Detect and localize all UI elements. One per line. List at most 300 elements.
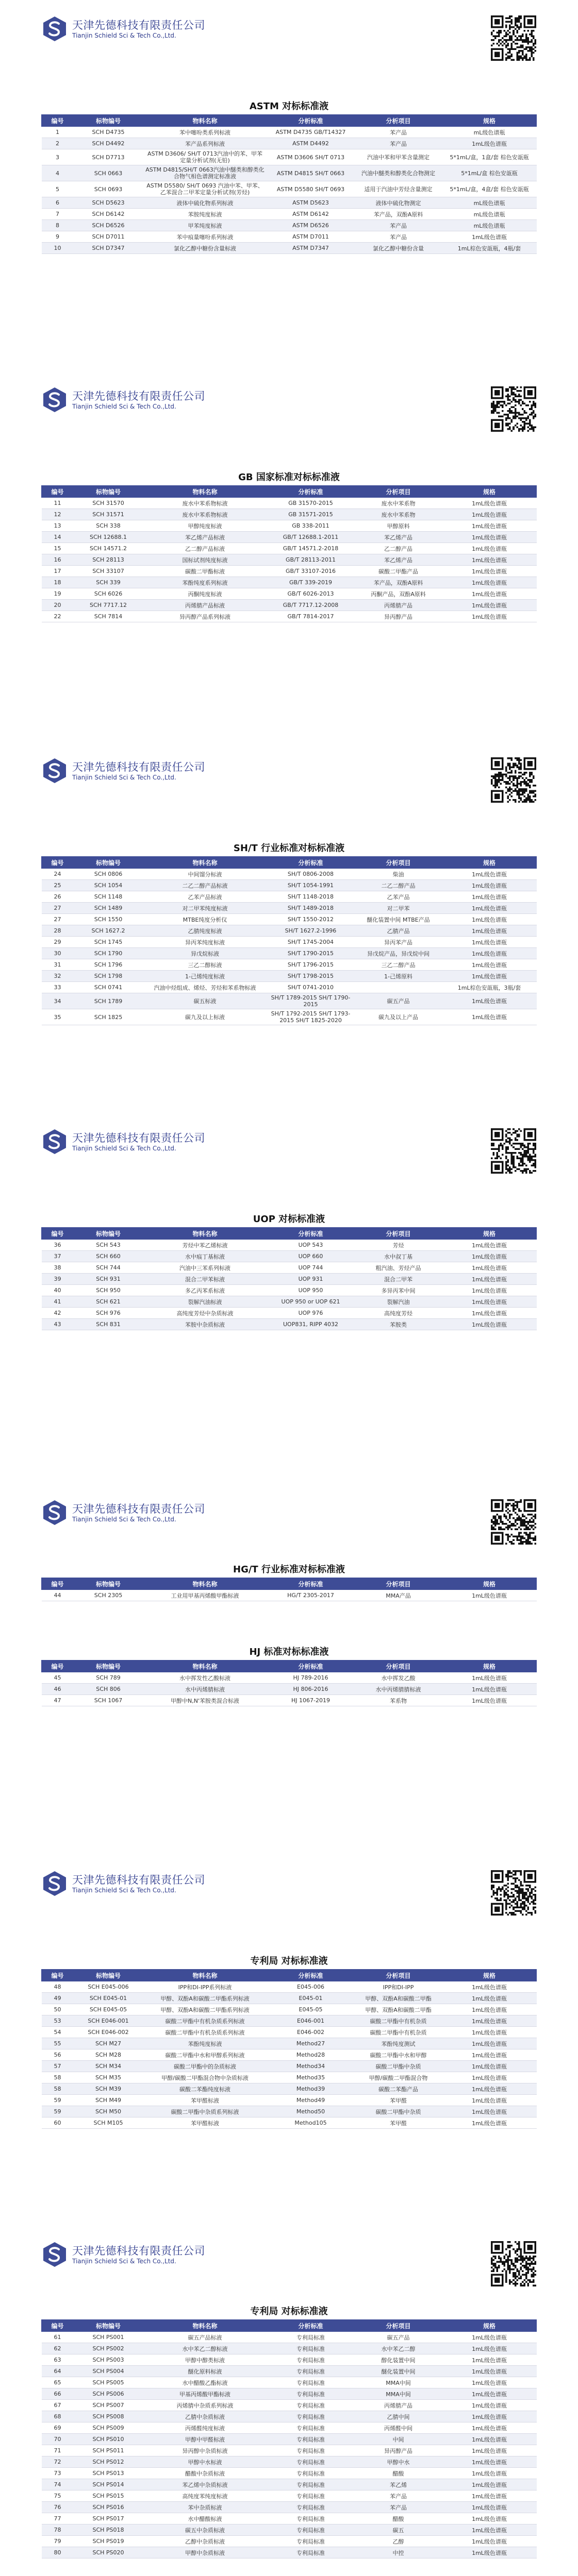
table-cell: ASTM D7347 [267, 243, 355, 254]
table-row [42, 1590, 537, 1601]
table-row [42, 2479, 537, 2490]
table-cell: 乙腈中间 [355, 2411, 442, 2422]
company-name-cn: 天津先德科技有限责任公司 [72, 1874, 205, 1886]
table-cell: 47 [42, 1695, 74, 1706]
table-cell: 碳酸二苯酯产品 [355, 2083, 442, 2095]
table-cell: 乙腈中杂质标液 [143, 2411, 267, 2422]
table-cell: SCH PS013 [74, 2468, 143, 2479]
catalog-page [0, 1855, 578, 2226]
table-cell: UOP 931 [267, 1274, 355, 1285]
catalog-page [0, 0, 578, 371]
table-cell: 1mL级色谱瓶 [442, 2354, 537, 2366]
table-cell: 1mL级色谱瓶 [442, 231, 537, 243]
table-row [42, 880, 537, 891]
table-cell: 碳酸二苯酯纯度标液 [143, 2083, 267, 2095]
table-cell: SH/T 0741-2010 [267, 982, 355, 993]
table-cell: 甲醇、双酚A和碳酸二甲酯系列标液 [143, 1993, 267, 2004]
table-cell: 1mL级色谱瓶 [442, 498, 537, 509]
table-cell: ASTM D4815 SH/T 0663 [267, 165, 355, 181]
table-cell: HG/T 2305-2017 [267, 1590, 355, 1601]
table-cell: 专利局标准 [267, 2536, 355, 2547]
table-cell: 1mL级色谱瓶 [442, 2411, 537, 2422]
table-cell: 20 [42, 600, 74, 611]
table-cell: 碳九及以上标液 [143, 1009, 267, 1025]
table-cell: 1mL级色谱瓶 [442, 2536, 537, 2547]
table-row [42, 231, 537, 243]
table-cell: 水中醋酸乙酯标液 [143, 2377, 267, 2388]
table-cell: SCH 31570 [74, 498, 143, 509]
standards-table [41, 1660, 537, 1706]
table-cell: 1mL级色谱瓶 [442, 2468, 537, 2479]
table-cell: 苯产品 [355, 2502, 442, 2513]
table-row [42, 1684, 537, 1695]
table-row [42, 903, 537, 914]
table-cell: 31 [42, 959, 74, 971]
table-cell: 57 [42, 2061, 74, 2072]
table-cell: 12 [42, 509, 74, 520]
table-cell: 粗汽油、芳烃产品 [355, 1262, 442, 1274]
table-cell: 碳酸二甲酯中水和甲醇系列标液 [143, 2049, 267, 2061]
table-cell: 专利局标准 [267, 2456, 355, 2468]
standards-table [41, 485, 537, 622]
table-cell: SH/T 1148-2018 [267, 891, 355, 903]
table-row [42, 2388, 537, 2400]
table-cell: Method27 [267, 2038, 355, 2049]
table-cell: 碳酸二甲酯中杂质 [355, 2106, 442, 2117]
table-cell: SCH 621 [74, 1296, 143, 1308]
table-row [42, 220, 537, 231]
table-cell: 1mL级色谱瓶 [442, 1993, 537, 2004]
table-cell: 碳酸二甲酯中有机杂质系列标液 [143, 2015, 267, 2027]
column-header: 标物编号 [74, 1228, 143, 1240]
table-cell: SCH D5623 [74, 197, 143, 209]
table-row [42, 2422, 537, 2434]
table-cell: 1-己烯原料 [355, 971, 442, 982]
table-cell: 39 [42, 1274, 74, 1285]
column-header: 分析标准 [267, 1228, 355, 1240]
column-header: 分析项目 [355, 1228, 442, 1240]
table-cell: 1mL级色谱瓶 [442, 993, 537, 1009]
table-cell: SCH M34 [74, 2061, 143, 2072]
table-cell: 碳酸二甲酯中有机杂质 [355, 2015, 442, 2027]
table-cell: GB/T 7814-2017 [267, 611, 355, 622]
table-cell: 8 [42, 220, 74, 231]
table-cell: 苯产品系列标液 [143, 138, 267, 149]
table-cell: SH/T 1796-2015 [267, 959, 355, 971]
table-cell: SCH PS015 [74, 2490, 143, 2502]
catalog-page [0, 371, 578, 742]
table-cell: 77 [42, 2513, 74, 2524]
table-cell: SCH 7717.12 [74, 600, 143, 611]
table-cell: SCH PS006 [74, 2388, 143, 2400]
table-cell: 1mL级色谱瓶 [442, 1285, 537, 1296]
column-header: 分析项目 [355, 1970, 442, 1981]
table-cell: 专利局标准 [267, 2388, 355, 2400]
company-name-en: Tianjin Schield Sci & Tech Co.,Ltd. [72, 1145, 176, 1152]
company-name-en: Tianjin Schield Sci & Tech Co.,Ltd. [72, 1516, 176, 1523]
column-header: 标物编号 [74, 1660, 143, 1672]
table-cell: SCH E046-002 [74, 2027, 143, 2038]
table-cell: ASTM D3606/ SH/T 0713汽油中的苯、甲苯定量分析试剂(无铅) [143, 149, 267, 165]
table-cell: 醋酸中杂质标液 [143, 2468, 267, 2479]
table-cell: 混合二甲苯标液 [143, 1274, 267, 1285]
table-cell: 79 [42, 2536, 74, 2547]
table-cell: 1mL棕色安瓿瓶，3瓶/套 [442, 982, 537, 993]
table-cell: 废水中苯系物标液 [143, 498, 267, 509]
standards-table [41, 2319, 537, 2558]
table-row [42, 925, 537, 937]
table-cell: 水中痕丁基标液 [143, 1251, 267, 1262]
table-cell: 5*1mL/盒，4盒/套 棕色安瓿瓶 [442, 181, 537, 197]
table-cell: SCH 931 [74, 1274, 143, 1285]
table-cell: 29 [42, 937, 74, 948]
table-cell: 专利局标准 [267, 2366, 355, 2377]
table-cell: SCH PS002 [74, 2343, 143, 2354]
table-cell: MMA中间 [355, 2377, 442, 2388]
column-header: 规格 [442, 1228, 537, 1240]
standards-table [41, 1227, 537, 1330]
table-cell: 异戊烷标液 [143, 948, 267, 959]
table-cell: 76 [42, 2502, 74, 2513]
table-cell: Method35 [267, 2072, 355, 2083]
table-row [42, 2445, 537, 2456]
table-row [42, 948, 537, 959]
table-cell: 碳酸二甲酯中有机杂质系列标液 [143, 2027, 267, 2038]
table-cell: 专利局标准 [267, 2411, 355, 2422]
table-cell: 专利局标准 [267, 2502, 355, 2513]
table-cell: SCH D7713 [74, 149, 143, 165]
table-row [42, 2502, 537, 2513]
table-cell: 1mL级色谱瓶 [442, 1308, 537, 1319]
table-cell: 丙烯腈产品 [355, 2400, 442, 2411]
table-cell: 专利局标准 [267, 2434, 355, 2445]
company-name-en: Tianjin Schield Sci & Tech Co.,Ltd. [72, 2258, 176, 2265]
table-cell: 乙苯产品 [355, 891, 442, 903]
table-cell: HJ 1067-2019 [267, 1695, 355, 1706]
table-row [42, 2332, 537, 2343]
table-cell: SCH M50 [74, 2106, 143, 2117]
table-cell: 苯产品，双酚A原料 [355, 209, 442, 220]
table-cell: 37 [42, 1251, 74, 1262]
table-cell: 18 [42, 577, 74, 588]
table-cell: 柴油 [355, 869, 442, 880]
table-cell: 水中丙烯腈腈标液 [355, 1684, 442, 1695]
table-cell: 1mL级色谱瓶 [442, 1296, 537, 1308]
table-cell: UOP 950 [267, 1285, 355, 1296]
table-cell: SCH PS003 [74, 2354, 143, 2366]
table-cell: SCH 806 [74, 1684, 143, 1695]
table-cell: SCH 339 [74, 577, 143, 588]
table-row [42, 520, 537, 532]
table-cell: SCH M28 [74, 2049, 143, 2061]
table-cell: 67 [42, 2400, 74, 2411]
table-cell: 1mL级色谱瓶 [442, 959, 537, 971]
table-cell: SCH D6526 [74, 220, 143, 231]
table-cell: 45 [42, 1672, 74, 1684]
column-header: 分析标准 [267, 1578, 355, 1590]
table-cell: 多异丙苯中间 [355, 1285, 442, 1296]
column-header: 分析标准 [267, 2320, 355, 2332]
table-cell: 1mL级色谱瓶 [442, 2343, 537, 2354]
table-cell: 专利局标准 [267, 2468, 355, 2479]
table-cell: E045-01 [267, 1993, 355, 2004]
table-cell: 28 [42, 925, 74, 937]
table-row [42, 165, 537, 181]
table-cell: 丙酮纯度标液 [143, 588, 267, 600]
table-cell: 水中醋酸标液 [143, 2513, 267, 2524]
table-cell: 苯乙烯 [355, 2479, 442, 2490]
table-cell: 水中叔丁基 [355, 1251, 442, 1262]
table-row [42, 197, 537, 209]
table-cell: 水中苯乙二醇标液 [143, 2343, 267, 2354]
table-cell: 废水中苯系物标液 [143, 509, 267, 520]
table-cell: 水中挥发性乙酸标液 [143, 1672, 267, 1684]
table-cell: 专利局标准 [267, 2479, 355, 2490]
table-cell: SCH 1789 [74, 993, 143, 1009]
table-row [42, 149, 537, 165]
table-cell: SCH PS019 [74, 2536, 143, 2547]
table-cell: 氯化乙醇中糖份含量标液 [143, 243, 267, 254]
table-cell: 碳酸二甲酯中水和甲醇 [355, 2049, 442, 2061]
qr-code-icon [491, 1499, 536, 1545]
column-header: 物料名称 [143, 486, 267, 498]
table-cell: 苯胺类 [355, 1319, 442, 1330]
table-cell: SCH 338 [74, 520, 143, 532]
table-cell: SCH 1627.2 [74, 925, 143, 937]
table-cell: ASTM D5623 [267, 197, 355, 209]
company-logo-icon [41, 757, 68, 784]
table-cell: ASTM D4492 [267, 138, 355, 149]
table-cell: 丙酮产品，双酚A原料 [355, 588, 442, 600]
table-cell: 乙醇 [355, 2536, 442, 2547]
table-cell: SCH 31571 [74, 509, 143, 520]
table-cell: 1mL级色谱瓶 [442, 1274, 537, 1285]
table-cell: 汽油中醚类和醇类化合物测定 [355, 165, 442, 181]
table-row [42, 2083, 537, 2095]
table-cell: 碳五产品标液 [143, 2332, 267, 2343]
catalog-page [0, 2226, 578, 2576]
table-cell: 17 [42, 566, 74, 577]
table-cell: 甲醇/碳酸二甲酯混合物 [355, 2072, 442, 2083]
table-cell: SCH PS008 [74, 2411, 143, 2422]
table-cell: SCH 744 [74, 1262, 143, 1274]
table-cell: 汽油中三苯系列标液 [143, 1262, 267, 1274]
table-row [42, 2354, 537, 2366]
table-row [42, 2411, 537, 2422]
page-header [41, 1128, 536, 1164]
column-header: 分析项目 [355, 115, 442, 127]
table-cell: 芳烃 [355, 1240, 442, 1251]
column-header: 标物编号 [74, 115, 143, 127]
table-cell: SCH M39 [74, 2083, 143, 2095]
table-cell: SCH 950 [74, 1285, 143, 1296]
table-cell: 1mL级色谱瓶 [442, 1319, 537, 1330]
table-cell: 碳酸二甲酯中的杂质标液 [143, 2061, 267, 2072]
column-header: 分析标准 [267, 115, 355, 127]
table-row [42, 2106, 537, 2117]
table-cell: 78 [42, 2524, 74, 2536]
table-cell: 三乙二醇产品 [355, 959, 442, 971]
table-cell: 6 [42, 197, 74, 209]
table-cell: 异丙醇产品 [355, 611, 442, 622]
table-row [42, 982, 537, 993]
column-header: 编号 [42, 857, 74, 869]
table-cell: 异丙醇产品系列标液 [143, 611, 267, 622]
table-cell: 68 [42, 2411, 74, 2422]
table-cell: SCH PS020 [74, 2547, 143, 2558]
column-header: 标物编号 [74, 1578, 143, 1590]
page-header [41, 757, 536, 793]
table-cell: 苯乙烯产品 [355, 532, 442, 543]
table-cell: SCH 1825 [74, 1009, 143, 1025]
table-row [42, 2434, 537, 2445]
qr-code-icon [491, 1870, 536, 1916]
table-cell: UOP 660 [267, 1251, 355, 1262]
table-cell: 1 [42, 127, 74, 138]
table-cell: 56 [42, 2049, 74, 2061]
table-cell: SCH 14571.2 [74, 543, 143, 554]
table-cell: SCH 1798 [74, 971, 143, 982]
table-cell: SCH E045-05 [74, 2004, 143, 2015]
table-cell: UOP831, RIPP 4032 [267, 1319, 355, 1330]
column-header: 分析项目 [355, 1660, 442, 1672]
table-cell: ASTM D5580/ SH/T 0693 汽油中苯、甲苯、乙苯混合二甲苯定量分析试剂(芳烃) [143, 181, 267, 197]
table-cell: 59 [42, 2106, 74, 2117]
table-cell: SCH 1790 [74, 948, 143, 959]
column-header: 分析项目 [355, 1578, 442, 1590]
table-cell: 1mL级色谱瓶 [442, 880, 537, 891]
table-cell: 苯产品 [355, 138, 442, 149]
table-cell: SH/T 1798-2015 [267, 971, 355, 982]
company-name-en: Tianjin Schield Sci & Tech Co.,Ltd. [72, 1887, 176, 1894]
table-cell: SCH PS010 [74, 2434, 143, 2445]
table-cell: E045-006 [267, 1981, 355, 1993]
table-cell: 1mL级色谱瓶 [442, 2004, 537, 2015]
table-cell: 4 [42, 165, 74, 181]
table-cell: SCH D4492 [74, 138, 143, 149]
table-cell: SCH D7347 [74, 243, 143, 254]
table-row [42, 1274, 537, 1285]
table-cell: 72 [42, 2456, 74, 2468]
table-row [42, 1240, 537, 1251]
column-header: 物料名称 [143, 1660, 267, 1672]
table-cell: 专利局标准 [267, 2422, 355, 2434]
section-title: 专利局 对标标准液 [250, 2306, 328, 2317]
table-cell: 16 [42, 554, 74, 566]
table-cell: 34 [42, 993, 74, 1009]
table-cell: 69 [42, 2422, 74, 2434]
table-row [42, 1009, 537, 1025]
table-row [42, 959, 537, 971]
table-cell: 醋酸 [355, 2468, 442, 2479]
table-cell: 1mL级色谱瓶 [442, 611, 537, 622]
table-cell: 碳酸二甲酯产品 [355, 566, 442, 577]
table-cell: 42 [42, 1308, 74, 1319]
table-cell: GB/T 7717.12-2008 [267, 600, 355, 611]
table-cell: 丙烯醛中间 [355, 2422, 442, 2434]
table-cell: 苯中噻吩类系列标液 [143, 127, 267, 138]
table-cell: SCH E046-001 [74, 2015, 143, 2027]
catalog-page [0, 1113, 578, 1484]
table-cell: 甲基丙烯酸甲酯标液 [143, 2388, 267, 2400]
table-cell: 专利局标准 [267, 2332, 355, 2343]
table-cell: 碳五产品 [355, 2332, 442, 2343]
table-cell: 裂解汽油 [355, 1296, 442, 1308]
table-cell: 1mL级色谱瓶 [442, 2434, 537, 2445]
table-cell: 73 [42, 2468, 74, 2479]
table-cell: 14 [42, 532, 74, 543]
column-header: 规格 [442, 1660, 537, 1672]
table-cell: 1mL级色谱瓶 [442, 1695, 537, 1706]
table-cell: 碳酸二甲酯标液 [143, 566, 267, 577]
table-cell: 64 [42, 2366, 74, 2377]
table-cell: mL级色谱瓶 [442, 209, 537, 220]
table-row [42, 543, 537, 554]
table-cell: UOP 950 or UOP 621 [267, 1296, 355, 1308]
table-cell: 碳五标液 [143, 993, 267, 1009]
table-cell: SCH 33107 [74, 566, 143, 577]
table-cell: 41 [42, 1296, 74, 1308]
table-cell: 1mL级色谱瓶 [442, 971, 537, 982]
table-cell: SCH 6026 [74, 588, 143, 600]
table-cell: SCH 0663 [74, 165, 143, 181]
table-cell: SCH PS004 [74, 2366, 143, 2377]
table-cell: 高纯度芳烃中杂质标液 [143, 1308, 267, 1319]
table-cell: GB/T 339-2019 [267, 577, 355, 588]
column-header: 物料名称 [143, 1228, 267, 1240]
table-cell: 醚化装置中间 MTBE产品 [355, 914, 442, 925]
table-cell: 水中丙烯腈标液 [143, 1684, 267, 1695]
table-cell: 1mL级色谱瓶 [442, 2095, 537, 2106]
table-cell: HJ 806-2016 [267, 1684, 355, 1695]
table-cell: E046-001 [267, 2015, 355, 2027]
table-cell: SCH E045-006 [74, 1981, 143, 1993]
page-header [41, 1499, 536, 1535]
table-cell: 1mL级色谱瓶 [442, 2061, 537, 2072]
table-cell: 碳酸二甲酯中有机杂质 [355, 2027, 442, 2038]
table-cell: 15 [42, 543, 74, 554]
table-row [42, 2490, 537, 2502]
table-cell: 58 [42, 2083, 74, 2095]
table-cell: ASTM D4735 GB/T14327 [267, 127, 355, 138]
table-cell: 甲醇中甲醛标液 [143, 2434, 267, 2445]
table-cell: 1mL级色谱瓶 [442, 2106, 537, 2117]
company-name-cn: 天津先德科技有限责任公司 [72, 1132, 205, 1144]
table-cell: E046-002 [267, 2027, 355, 2038]
table-cell: SCH 28113 [74, 554, 143, 566]
table-cell: 异丙醇产品 [355, 2445, 442, 2456]
table-row [42, 2343, 537, 2354]
company-logo-icon [41, 15, 68, 42]
table-row [42, 2049, 537, 2061]
table-cell: Method105 [267, 2117, 355, 2129]
table-row [42, 1695, 537, 1706]
table-cell: 废水中苯系物 [355, 509, 442, 520]
page-header [41, 2241, 536, 2277]
column-header: 分析项目 [355, 2320, 442, 2332]
table-cell: 乙腈纯度标液 [143, 925, 267, 937]
table-cell: 甲醇、双酚A和碳酸二甲酯系列标液 [143, 2004, 267, 2015]
table-cell: 62 [42, 2343, 74, 2354]
table-cell: 1mL级色谱瓶 [442, 577, 537, 588]
table-cell: 异丙苯产品 [355, 937, 442, 948]
column-header: 物料名称 [143, 857, 267, 869]
table-cell: 中间馏分标液 [143, 869, 267, 880]
table-cell: 1mL棕色安瓿瓶，4瓶/套 [442, 243, 537, 254]
company-name-cn: 天津先德科技有限责任公司 [72, 2245, 205, 2257]
table-cell: SCH PS012 [74, 2456, 143, 2468]
table-cell: 1mL级色谱瓶 [442, 2015, 537, 2027]
